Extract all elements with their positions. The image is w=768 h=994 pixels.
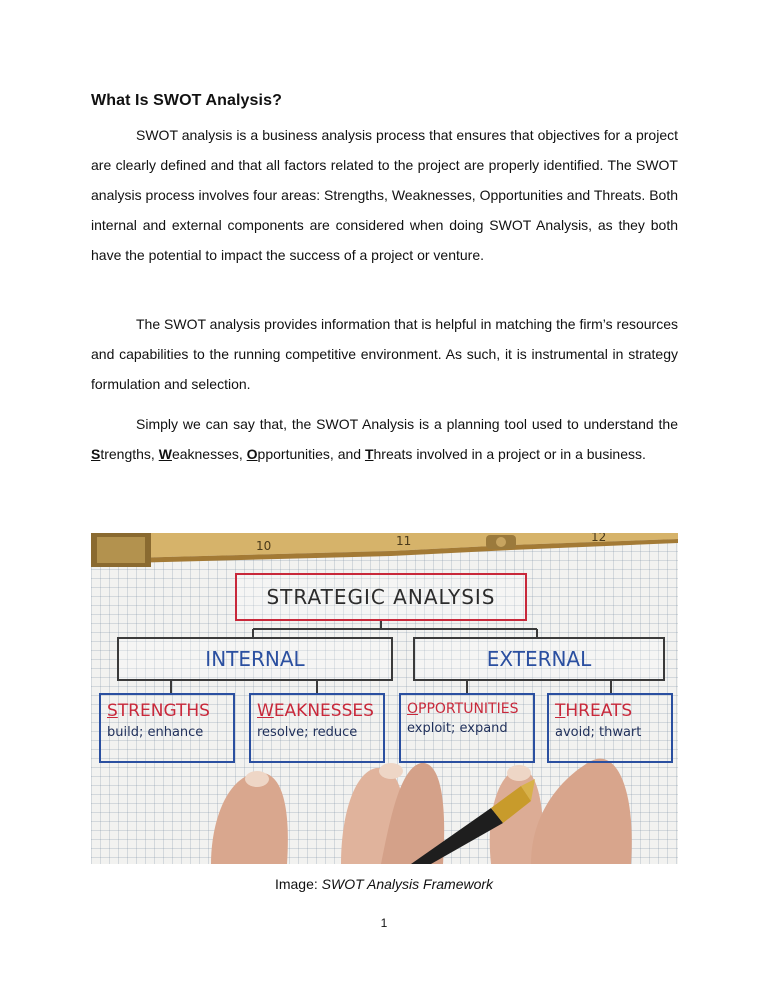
- letter-t: T: [364, 446, 374, 462]
- hands-graphic: [211, 759, 632, 864]
- strengths-box: [99, 693, 235, 763]
- paragraph-intro: SWOT analysis is a business analysis process that ensures that objectives for a project are clearly defined and that all factors related to the project are properly identified. The SWOT analysis process involves four areas: Strengths, Weaknesses, Opportunities and Threats. Both internal and external components are considered when doing SWOT Analysis, as they both have the potential to impact the success of a project or venture.: [91, 127, 678, 263]
- summary-o-rest: pportunities, and: [257, 446, 365, 462]
- weaknesses-title: WEAKNESSES: [257, 701, 374, 721]
- paragraph-summary: [91, 409, 678, 469]
- summary-s-rest: trengths,: [100, 446, 159, 462]
- ruler-mark-11: 11: [396, 534, 412, 548]
- section-heading: What Is SWOT Analysis?: [91, 92, 282, 109]
- figure-caption: [0, 876, 768, 892]
- ruler-graphic: [91, 533, 678, 567]
- page-number: 1: [380, 916, 388, 930]
- summary-w-rest: eaknesses,: [171, 446, 247, 462]
- caption-text: SWOT Analysis Framework: [321, 876, 494, 892]
- weaknesses-sub: resolve; reduce: [257, 725, 358, 740]
- threats-sub: avoid; thwart: [555, 725, 642, 740]
- summary-lead: Simply we can say that, the SWOT Analysis is a planning tool used to understand the: [136, 416, 678, 432]
- strengths-sub: build; enhance: [107, 725, 204, 740]
- swot-framework-image: [91, 533, 678, 864]
- internal-box: INTERNAL: [117, 637, 393, 681]
- threats-title: THREATS: [555, 701, 633, 721]
- opportunities-box: [399, 693, 535, 763]
- caption-prefix: Image:: [274, 876, 322, 892]
- opportunities-title: OPPORTUNITIES: [407, 701, 519, 717]
- paragraph-info: The SWOT analysis provides information that is helpful in matching the firm’s resources and capabilities to the running competitive environment. As such, it is instrumental in strategy formulation and selection.: [91, 316, 678, 392]
- weaknesses-box: [249, 693, 385, 763]
- letter-w: W: [158, 446, 172, 462]
- ruler-mark-10: 10: [256, 539, 272, 553]
- ruler-mark-12: 12: [591, 533, 607, 544]
- summary-t-rest: hreats involved in a project or in a business.: [373, 446, 646, 462]
- strengths-title: STRENGTHS: [107, 701, 210, 721]
- strategic-analysis-box: STRATEGIC ANALYSIS: [235, 573, 527, 621]
- letter-s: S: [91, 446, 101, 462]
- opportunities-sub: exploit; expand: [407, 721, 508, 736]
- letter-o: O: [246, 446, 258, 462]
- threats-box: [547, 693, 673, 763]
- external-box: EXTERNAL: [413, 637, 665, 681]
